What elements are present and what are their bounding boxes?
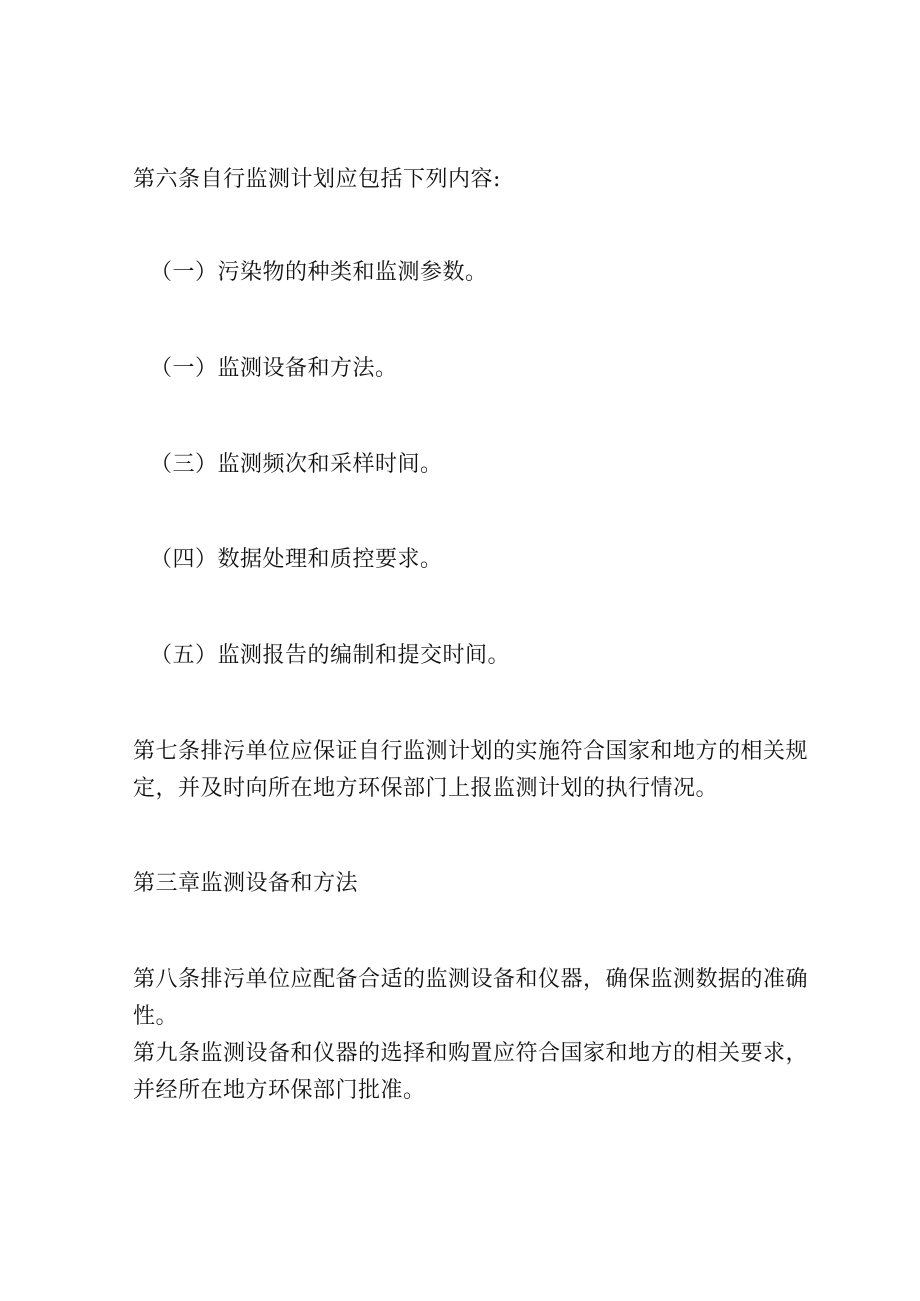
- chapter-3-title: 第三章监测设备和方法: [133, 871, 359, 896]
- article-8-line-2: 性。: [133, 1004, 179, 1029]
- article-9-line-2: 并经所在地方环保部门批准。: [133, 1078, 426, 1103]
- article-6-item-1: （一）污染物的种类和监测参数。: [150, 260, 488, 285]
- article-7-line-1: 第七条排污单位应保证自行监测计划的实施符合国家和地方的相关规: [133, 739, 809, 764]
- article-6-item-5: （五）监测报告的编制和提交时间。: [150, 643, 511, 668]
- article-6-item-2: （一）监测设备和方法。: [150, 356, 398, 381]
- article-7-line-2: 定，并及时向所在地方环保部门上报监测计划的执行情况。: [133, 776, 719, 801]
- article-8-line-1: 第八条排污单位应配备合适的监测设备和仪器，确保监测数据的准确: [133, 967, 809, 992]
- article-9-line-1: 第九条监测设备和仪器的选择和购置应符合国家和地方的相关要求，: [133, 1041, 809, 1066]
- article-6-item-3: （三）监测频次和采样时间。: [150, 452, 443, 477]
- article-6-heading: 第六条自行监测计划应包括下列内容:: [133, 167, 501, 192]
- article-6-item-4: （四）数据处理和质控要求。: [150, 547, 443, 572]
